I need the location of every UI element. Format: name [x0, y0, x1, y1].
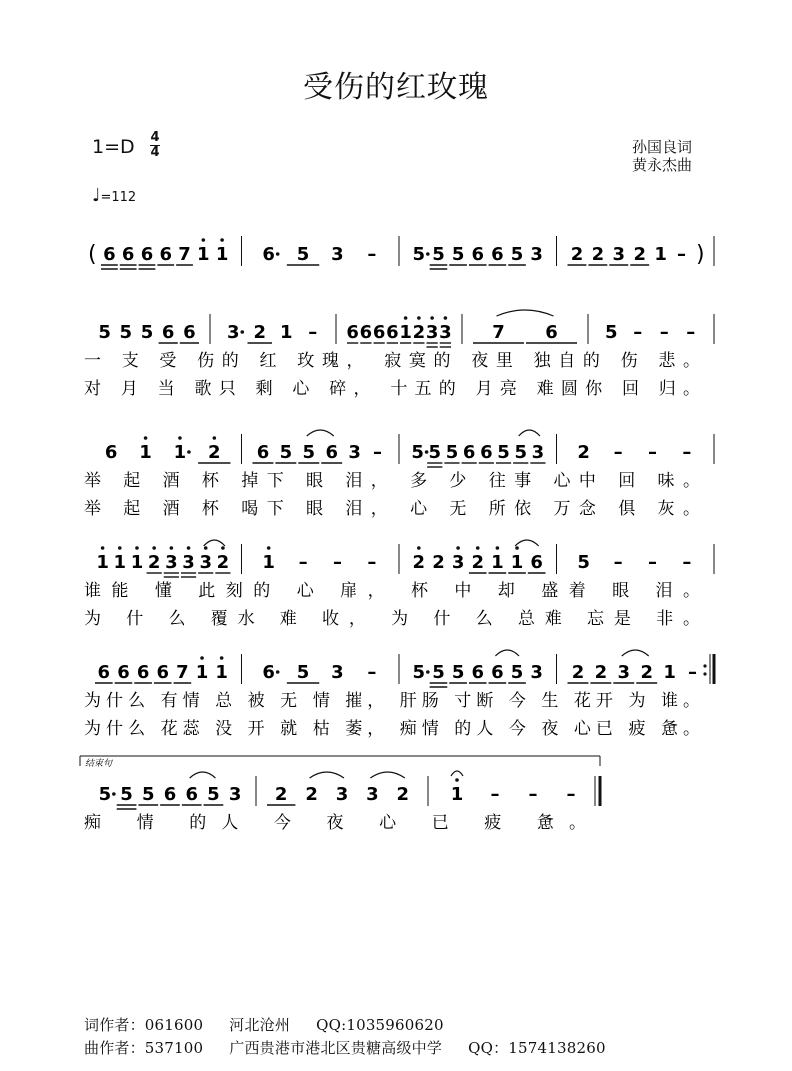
- octave-dot: [444, 316, 448, 320]
- open-paren: (: [88, 242, 97, 267]
- note: 3: [226, 322, 240, 343]
- note: 2: [570, 244, 584, 265]
- note: 6: [386, 322, 399, 343]
- repeat-dot: [703, 672, 706, 675]
- lyric-line: 一 支 受 伤的 红 玫瑰， 寂寞的 夜里 独自的 伤 悲。: [84, 351, 700, 371]
- lyric-line: 为什么 有情 总 被 无 情 摧， 肝肠 寸断 今 生 花开 为 谁。: [84, 691, 700, 711]
- note: 6: [471, 244, 485, 265]
- footer-composer-place: 广西贵港市港北区贵糖高级中学: [229, 1039, 443, 1057]
- slur-arc: [204, 540, 225, 546]
- note: 3: [612, 244, 626, 265]
- lyric-line: 对 月 当 歌只 剩 心 碎， 十五的 月亮 难圆你 回 归。: [84, 379, 700, 399]
- note: 3: [165, 552, 178, 573]
- note: 1: [510, 552, 524, 573]
- note: 5: [119, 322, 133, 343]
- note: 2: [577, 442, 590, 463]
- note: 5: [432, 244, 445, 265]
- note: 3: [335, 784, 349, 805]
- octave-dot: [404, 316, 408, 320]
- octave-dot: [476, 546, 480, 550]
- slur-arc: [622, 650, 649, 656]
- note: 3: [451, 552, 465, 573]
- octave-dot: [213, 436, 217, 440]
- slur-arc: [497, 310, 554, 316]
- note: 5: [296, 662, 310, 683]
- note: 2: [591, 244, 605, 265]
- dash-mark: –: [682, 442, 692, 463]
- dash-mark: –: [367, 662, 377, 683]
- note: 1: [663, 662, 676, 683]
- augmentation-dot: [112, 792, 116, 796]
- note: 3: [530, 662, 543, 683]
- note: 2: [640, 662, 653, 683]
- note: 2: [216, 552, 230, 573]
- slur-arc: [307, 430, 334, 436]
- dash-mark: –: [682, 552, 692, 573]
- note: 1: [96, 552, 109, 573]
- octave-dot: [152, 546, 156, 550]
- close-paren: ): [696, 242, 705, 267]
- note: 7: [178, 244, 191, 265]
- note: 1: [113, 552, 127, 573]
- note: 5: [510, 662, 524, 683]
- lyric-line: 谁能 懂 此刻的 心 扉， 杯 中 却 盛着 眼 泪。: [84, 581, 700, 601]
- note: 6: [256, 442, 270, 463]
- note: 1: [197, 244, 210, 265]
- lyric-line: 为什么 花蕊 没 开 就 枯 萎， 痴情 的人 今 夜 心已 疲 惫。: [84, 719, 700, 739]
- dash-mark: –: [688, 662, 698, 683]
- note: 6: [140, 244, 154, 265]
- note: 3: [530, 244, 543, 265]
- octave-dot: [200, 656, 204, 660]
- tempo-value: =112: [100, 190, 137, 205]
- note: 1: [195, 662, 209, 683]
- dash-mark: –: [367, 552, 377, 573]
- note: 3: [531, 442, 545, 463]
- note: 6: [462, 442, 476, 463]
- note: 5: [142, 784, 155, 805]
- dash-mark: –: [367, 244, 377, 265]
- dash-mark: –: [308, 322, 318, 343]
- dash-mark: –: [332, 552, 342, 573]
- note: 2: [208, 442, 221, 463]
- note: 1: [279, 322, 293, 343]
- augmentation-dot: [240, 330, 244, 334]
- note: 6: [325, 442, 338, 463]
- note: 6: [161, 322, 175, 343]
- octave-dot: [144, 436, 148, 440]
- note: 6: [103, 244, 116, 265]
- note: 6: [471, 662, 485, 683]
- octave-dot: [430, 316, 434, 320]
- note: 3: [439, 322, 452, 343]
- note: 5: [296, 244, 310, 265]
- slur-arc: [519, 430, 540, 436]
- note: 2: [412, 322, 426, 343]
- dash-mark: –: [647, 552, 657, 573]
- octave-dot: [267, 546, 271, 550]
- octave-dot: [204, 546, 208, 550]
- dash-mark: –: [686, 322, 696, 343]
- ending-label: 结束句: [85, 759, 113, 769]
- note: 7: [492, 322, 505, 343]
- note: 2: [274, 784, 288, 805]
- note: 1: [173, 442, 187, 463]
- note: 5: [302, 442, 316, 463]
- note: 3: [617, 662, 631, 683]
- note: 5: [98, 322, 111, 343]
- note: 5: [279, 442, 293, 463]
- note: 3: [228, 784, 242, 805]
- note: 5: [432, 662, 445, 683]
- slur-arc: [190, 772, 216, 778]
- note: 3: [331, 662, 344, 683]
- note: 6: [262, 662, 275, 683]
- slur-arc: [370, 772, 404, 778]
- note: 6: [491, 244, 504, 265]
- note: 2: [571, 662, 585, 683]
- dash-mark: –: [613, 552, 623, 573]
- octave-dot: [187, 546, 191, 550]
- octave-dot: [221, 546, 225, 550]
- note: 5: [411, 442, 424, 463]
- footer-lyricist-qq: QQ:1035960620: [316, 1016, 444, 1034]
- footer-lyricist-code: 词作者：061600: [84, 1016, 204, 1034]
- note: 1: [450, 784, 464, 805]
- note: 5: [514, 442, 527, 463]
- note: 3: [366, 784, 379, 805]
- note: 5: [510, 244, 524, 265]
- footer-lyricist: [84, 1014, 470, 1035]
- slur-arc: [310, 772, 344, 778]
- note: 1: [262, 552, 275, 573]
- footer-composer-qq: QQ：1574138260: [468, 1039, 606, 1057]
- note: 6: [159, 244, 173, 265]
- octave-dot: [455, 778, 459, 782]
- quarter-note-icon: ♩: [92, 185, 101, 206]
- slur-arc: [515, 540, 539, 546]
- note: 2: [432, 552, 445, 573]
- note: 6: [530, 552, 543, 573]
- note: 7: [176, 662, 189, 683]
- lyric-line: 举 起 酒 杯 掉下 眼 泪， 多 少 往事 心中 回 味。: [84, 471, 701, 491]
- note: 6: [346, 322, 359, 343]
- footer-lyricist-place: 河北沧州: [229, 1016, 291, 1034]
- note: 5: [140, 322, 154, 343]
- note: 2: [594, 662, 608, 683]
- note: 6: [163, 784, 177, 805]
- note: 2: [305, 784, 318, 805]
- note: 1: [399, 322, 412, 343]
- lyric-line: 为 什 么 覆水 难 收， 为 什 么 总难 忘是 非。: [84, 609, 700, 629]
- dash-mark: –: [566, 784, 576, 805]
- note: 6: [372, 322, 386, 343]
- note: 5: [451, 244, 465, 265]
- note: 5: [577, 552, 590, 573]
- note: 6: [97, 662, 111, 683]
- dash-mark: –: [633, 322, 643, 343]
- note: 6: [359, 322, 373, 343]
- note: 6: [491, 662, 504, 683]
- octave-dot: [417, 316, 421, 320]
- note: 6: [545, 322, 558, 343]
- note: 3: [331, 244, 344, 265]
- note: 2: [147, 552, 161, 573]
- augmentation-dot: [426, 252, 430, 256]
- octave-dot: [118, 546, 122, 550]
- slur-arc: [495, 650, 519, 656]
- note: 5: [412, 662, 426, 683]
- lyric-line: 举 起 酒 杯 喝下 眼 泪， 心 无 所依 万念 俱 灰。: [84, 499, 701, 519]
- dash-mark: –: [613, 442, 623, 463]
- octave-dot: [417, 546, 421, 550]
- note: 6: [480, 442, 493, 463]
- note: 2: [253, 322, 267, 343]
- note: 5: [451, 662, 465, 683]
- octave-dot: [135, 546, 139, 550]
- dash-mark: –: [677, 244, 687, 265]
- repeat-dot: [703, 664, 706, 667]
- note: 5: [428, 442, 442, 463]
- note: 5: [98, 784, 112, 805]
- note: 1: [215, 662, 228, 683]
- note: 3: [182, 552, 195, 573]
- note: 5: [497, 442, 510, 463]
- note: 3: [425, 322, 439, 343]
- dash-mark: –: [647, 442, 657, 463]
- dash-mark: –: [373, 442, 383, 463]
- note: 2: [633, 244, 646, 265]
- octave-dot: [220, 656, 224, 660]
- dash-mark: –: [298, 552, 308, 573]
- note: 2: [396, 784, 410, 805]
- octave-dot: [178, 436, 182, 440]
- note: 6: [185, 784, 198, 805]
- fermata-icon: [451, 771, 463, 776]
- note: 1: [654, 244, 667, 265]
- note: 6: [117, 662, 130, 683]
- octave-dot: [496, 546, 500, 550]
- note: 2: [412, 552, 426, 573]
- note: 2: [471, 552, 485, 573]
- dash-mark: –: [659, 322, 669, 343]
- time-signature-top: 4: [150, 130, 160, 145]
- note: 3: [348, 442, 361, 463]
- augmentation-dot: [276, 252, 280, 256]
- note: 6: [136, 662, 150, 683]
- lyricist-credit: 孙国良词: [632, 138, 693, 156]
- augmentation-dot: [187, 450, 191, 454]
- note: 6: [121, 244, 135, 265]
- note: 6: [104, 442, 118, 463]
- footer-composer: [84, 1037, 632, 1058]
- note: 6: [262, 244, 275, 265]
- note: 1: [130, 552, 144, 573]
- octave-dot: [202, 238, 206, 242]
- note: 5: [207, 784, 220, 805]
- note: 3: [199, 552, 212, 573]
- octave-dot: [220, 238, 224, 242]
- note: 6: [183, 322, 196, 343]
- note: 5: [120, 784, 133, 805]
- key-signature: 1=D: [92, 136, 135, 158]
- dash-mark: –: [490, 784, 500, 805]
- note: 5: [445, 442, 459, 463]
- octave-dot: [515, 546, 519, 550]
- dash-mark: –: [528, 784, 538, 805]
- note: 5: [412, 244, 426, 265]
- note: 6: [156, 662, 170, 683]
- lyric-line: 痴 情 的人 今 夜 心 已 疲 惫。: [84, 813, 587, 833]
- footer-composer-code: 曲作者：537100: [84, 1039, 204, 1057]
- note: 5: [604, 322, 618, 343]
- note: 1: [215, 244, 229, 265]
- note: 1: [139, 442, 152, 463]
- augmentation-dot: [426, 670, 430, 674]
- time-signature-bottom: 4: [150, 145, 160, 160]
- composer-credit: 黄永杰曲: [632, 156, 693, 174]
- note: 1: [491, 552, 504, 573]
- song-title: 受伤的红玫瑰: [303, 70, 489, 105]
- octave-dot: [101, 546, 105, 550]
- octave-dot: [170, 546, 174, 550]
- octave-dot: [456, 546, 460, 550]
- augmentation-dot: [276, 670, 280, 674]
